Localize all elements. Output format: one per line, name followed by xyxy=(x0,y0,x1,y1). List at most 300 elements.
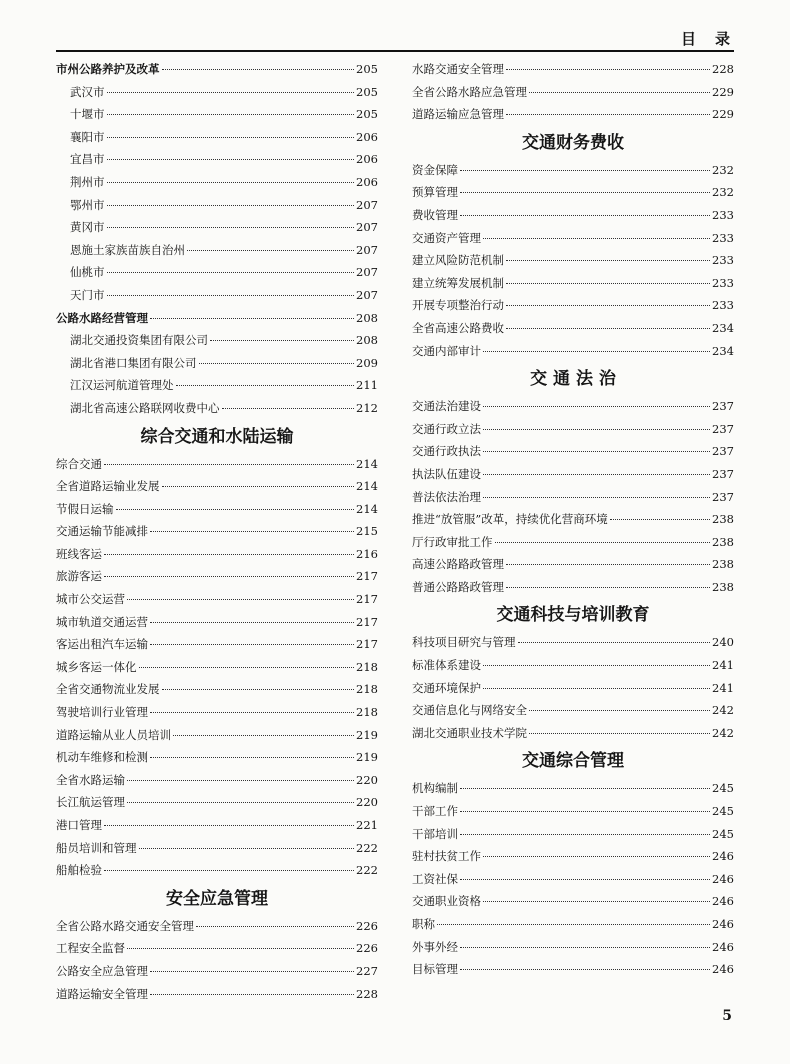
dot-leader xyxy=(529,91,710,93)
toc-entry-page: 220 xyxy=(356,795,378,810)
toc-entry-title: 公路安全应急管理 xyxy=(56,963,148,978)
toc-entry[interactable] xyxy=(56,837,378,860)
toc-entry-title: 船员培训和管理 xyxy=(56,840,137,855)
toc-entry-page: 245 xyxy=(712,826,734,841)
toc-entry[interactable] xyxy=(412,395,734,418)
dot-leader xyxy=(460,878,710,880)
toc-entry[interactable] xyxy=(412,58,734,81)
toc-section xyxy=(412,58,734,126)
toc-entry-page: 214 xyxy=(356,479,378,494)
page-number: 5 xyxy=(722,1008,732,1024)
toc-entry-page: 218 xyxy=(356,659,378,674)
toc-entry-page: 207 xyxy=(356,287,378,302)
toc-entry[interactable] xyxy=(412,204,734,227)
toc-entry-title: 科技项目研究与管理 xyxy=(412,635,516,650)
dot-leader xyxy=(506,304,710,306)
dot-leader xyxy=(162,485,355,487)
dot-leader xyxy=(162,68,355,70)
toc-entry[interactable] xyxy=(56,724,378,747)
dot-leader xyxy=(483,237,710,239)
dot-leader xyxy=(150,993,354,995)
toc-entry[interactable] xyxy=(56,329,378,352)
toc-entry-title: 市州公路养护及改革 xyxy=(56,62,160,76)
dot-leader xyxy=(506,68,710,70)
dot-leader xyxy=(483,450,710,452)
toc-entry-page: 220 xyxy=(356,772,378,787)
toc-section xyxy=(56,58,378,420)
toc-entry[interactable] xyxy=(412,508,734,531)
toc-section xyxy=(56,882,378,1005)
dot-leader xyxy=(460,968,710,970)
toc-entry-title: 黄冈市 xyxy=(70,220,105,235)
toc-entry-page: 233 xyxy=(712,253,734,268)
dot-leader xyxy=(104,463,354,465)
dot-leader xyxy=(173,734,354,736)
toc-entry[interactable] xyxy=(412,631,734,654)
toc-entry[interactable] xyxy=(412,936,734,959)
dot-leader xyxy=(483,496,710,498)
dot-leader xyxy=(104,869,354,871)
toc-entry-title: 恩施土家族苗族自治州 xyxy=(70,242,185,257)
toc-entry-page: 233 xyxy=(712,207,734,222)
toc-entry[interactable] xyxy=(56,352,378,375)
toc-entry[interactable] xyxy=(412,272,734,295)
toc-entry-page: 205 xyxy=(356,84,378,99)
dot-leader xyxy=(483,473,710,475)
toc-entry-page: 232 xyxy=(712,162,734,177)
toc-entry-title: 普法依法治理 xyxy=(412,489,481,504)
toc-entry[interactable] xyxy=(412,317,734,340)
toc-entry-page: 238 xyxy=(712,557,734,572)
toc-entry[interactable] xyxy=(56,791,378,814)
toc-entry[interactable] xyxy=(56,453,378,476)
toc-entry-title: 交通法治建设 xyxy=(412,399,481,414)
toc-entry-title: 宜昌市 xyxy=(70,152,105,167)
dot-leader xyxy=(460,191,710,193)
toc-entry-page: 222 xyxy=(356,863,378,878)
toc-entry-page: 205 xyxy=(356,107,378,122)
toc-entry[interactable] xyxy=(412,81,734,104)
toc-entry-page: 242 xyxy=(712,725,734,740)
dot-leader xyxy=(210,339,354,341)
toc-entry-title: 全省公路水路应急管理 xyxy=(412,84,527,99)
toc-entry-page: 237 xyxy=(712,444,734,459)
dot-leader xyxy=(495,541,711,543)
toc-entry-page: 234 xyxy=(712,343,734,358)
toc-entry[interactable] xyxy=(56,58,378,81)
toc-entry-page: 214 xyxy=(356,456,378,471)
toc-entry-title: 船舶检验 xyxy=(56,863,102,878)
toc-entry[interactable] xyxy=(412,699,734,722)
dot-leader xyxy=(107,136,355,138)
toc-entry[interactable] xyxy=(412,890,734,913)
toc-entry-title: 荆州市 xyxy=(70,174,105,189)
toc-entry[interactable] xyxy=(56,81,378,104)
toc-entry[interactable] xyxy=(56,520,378,543)
toc-entry[interactable] xyxy=(56,148,378,171)
dot-leader xyxy=(610,518,710,520)
dot-leader xyxy=(107,181,355,183)
section-title: 交通财务费收 xyxy=(522,132,624,153)
dot-leader xyxy=(506,586,710,588)
toc-entry-page: 206 xyxy=(356,129,378,144)
toc-left-column xyxy=(56,58,378,1005)
toc-entry[interactable] xyxy=(56,239,378,262)
dot-leader xyxy=(506,113,710,115)
toc-entry-title: 推进“放管服”改革，持续优化营商环境 xyxy=(412,512,608,527)
toc-entry-title: 交通行政立法 xyxy=(412,421,481,436)
toc-entry-page: 228 xyxy=(712,62,734,76)
toc-entry[interactable] xyxy=(56,960,378,983)
toc-entry-title: 湖北交通投资集团有限公司 xyxy=(70,333,208,348)
toc-entry-page: 237 xyxy=(712,421,734,436)
toc-entry-page: 218 xyxy=(356,682,378,697)
toc-entry-title: 港口管理 xyxy=(56,818,102,832)
toc-entry-title: 建立统筹发展机制 xyxy=(412,275,504,290)
toc-entry-title: 全省公路水路交通安全管理 xyxy=(56,918,194,933)
dot-leader xyxy=(506,259,710,261)
section-title: 交通科技与培训教育 xyxy=(496,605,650,626)
section-title: 交 通 法 治 xyxy=(530,369,616,390)
toc-entry-page: 217 xyxy=(356,637,378,652)
toc-entry-title: 交通信息化与网络安全 xyxy=(412,703,527,718)
toc-entry-page: 241 xyxy=(712,658,734,673)
section-title: 交通综合管理 xyxy=(522,751,624,772)
toc-entry-page: 246 xyxy=(712,849,734,864)
toc-entry-page: 228 xyxy=(356,986,378,1001)
toc-entry-page: 209 xyxy=(356,355,378,370)
toc-entry-title: 全省交通物流业发展 xyxy=(56,682,160,697)
toc-entry-title: 外事外经 xyxy=(412,939,458,954)
toc-entry[interactable] xyxy=(412,159,734,182)
dot-leader xyxy=(187,249,354,251)
dot-leader xyxy=(460,810,710,812)
toc-entry[interactable] xyxy=(412,249,734,272)
toc-entry[interactable] xyxy=(56,983,378,1006)
toc-entry[interactable] xyxy=(56,171,378,194)
toc-entry-page: 207 xyxy=(356,265,378,280)
toc-entry-title: 天门市 xyxy=(70,287,105,302)
dot-leader xyxy=(506,282,710,284)
toc-entry-title: 资金保障 xyxy=(412,162,458,177)
toc-entry-title: 高速公路路政管理 xyxy=(412,557,504,572)
toc-entry-title: 湖北交通职业技术学院 xyxy=(412,725,527,740)
toc-entry-page: 211 xyxy=(356,378,378,393)
dot-leader xyxy=(107,91,355,93)
toc-entry-title: 普通公路路政管理 xyxy=(412,579,504,594)
dot-leader xyxy=(529,709,710,711)
toc-entry-page: 226 xyxy=(356,941,378,956)
toc-entry[interactable] xyxy=(412,576,734,599)
toc-entry-title: 干部工作 xyxy=(412,804,458,819)
toc-entry[interactable] xyxy=(56,937,378,960)
toc-section xyxy=(56,420,378,882)
dot-leader xyxy=(460,946,710,948)
toc-entry[interactable] xyxy=(56,611,378,634)
dot-leader xyxy=(150,621,354,623)
toc-entry-title: 工资社保 xyxy=(412,871,458,886)
toc-entry-title: 道路运输从业人员培训 xyxy=(56,727,171,742)
toc-entry-page: 207 xyxy=(356,242,378,257)
dot-leader xyxy=(483,350,710,352)
toc-entry-title: 交通职业资格 xyxy=(412,894,481,909)
toc-entry-title: 长江航运管理 xyxy=(56,795,125,810)
toc-entry-page: 237 xyxy=(712,399,734,414)
toc-section xyxy=(412,598,734,744)
toc-entry-page: 226 xyxy=(356,918,378,933)
dot-leader xyxy=(107,271,355,273)
dot-leader xyxy=(107,294,355,296)
dot-leader xyxy=(460,787,710,789)
toc-entry[interactable] xyxy=(56,588,378,611)
toc-entry-page: 232 xyxy=(712,185,734,200)
toc-entry[interactable] xyxy=(412,103,734,126)
toc-entry-page: 215 xyxy=(356,524,378,539)
dot-leader xyxy=(104,824,354,826)
toc-entry[interactable] xyxy=(412,722,734,745)
toc-entry-page: 218 xyxy=(356,705,378,720)
toc-entry-title: 职称 xyxy=(412,917,435,931)
toc-entry-title: 厅行政审批工作 xyxy=(412,534,493,549)
dot-leader xyxy=(460,214,710,216)
toc-entry[interactable] xyxy=(56,633,378,656)
toc-entry-title: 武汉市 xyxy=(70,84,105,99)
toc-entry-title: 交通内部审计 xyxy=(412,343,481,358)
dot-leader xyxy=(107,204,355,206)
dot-leader xyxy=(162,688,355,690)
toc-entry-title: 机构编制 xyxy=(412,781,458,796)
dot-leader xyxy=(506,563,710,565)
toc-entry[interactable] xyxy=(412,800,734,823)
toc-entry[interactable] xyxy=(56,397,378,420)
toc-entry-title: 交通环境保护 xyxy=(412,680,481,695)
toc-entry[interactable] xyxy=(56,194,378,217)
toc-entry-page: 219 xyxy=(356,727,378,742)
dot-leader xyxy=(222,407,355,409)
toc-entry-title: 襄阳市 xyxy=(70,129,105,144)
toc-entry[interactable] xyxy=(412,340,734,363)
toc-entry[interactable] xyxy=(56,284,378,307)
dot-leader xyxy=(199,362,355,364)
toc-entry-page: 237 xyxy=(712,489,734,504)
toc-entry-title: 班线客运 xyxy=(56,546,102,561)
dot-leader xyxy=(176,384,355,386)
dot-leader xyxy=(518,641,711,643)
dot-leader xyxy=(139,666,355,668)
dot-leader xyxy=(150,711,354,713)
toc-entry[interactable] xyxy=(56,565,378,588)
toc-entry-title: 工程安全监督 xyxy=(56,941,125,956)
toc-entry-title: 水路交通安全管理 xyxy=(412,62,504,76)
toc-entry-title: 旅游客运 xyxy=(56,569,102,584)
toc-entry[interactable] xyxy=(56,126,378,149)
dot-leader xyxy=(150,643,354,645)
toc-entry-page: 217 xyxy=(356,614,378,629)
header-rule xyxy=(56,50,734,52)
toc-entry-title: 交通行政执法 xyxy=(412,444,481,459)
toc-entry-page: 229 xyxy=(712,84,734,99)
dot-leader xyxy=(483,855,710,857)
toc-entry-page: 246 xyxy=(712,871,734,886)
toc-entry[interactable] xyxy=(56,678,378,701)
toc-entry[interactable] xyxy=(56,859,378,882)
toc-entry[interactable] xyxy=(412,531,734,554)
toc-entry-title: 仙桃市 xyxy=(70,265,105,280)
toc-entry-title: 节假日运输 xyxy=(56,501,114,516)
toc-entry-page: 242 xyxy=(712,703,734,718)
toc-entry[interactable] xyxy=(56,498,378,521)
dot-leader xyxy=(529,732,710,734)
toc-entry[interactable] xyxy=(412,777,734,800)
toc-entry[interactable] xyxy=(412,553,734,576)
toc-entry[interactable] xyxy=(412,654,734,677)
dot-leader xyxy=(127,779,354,781)
dot-leader xyxy=(107,226,355,228)
toc-entry[interactable] xyxy=(412,677,734,700)
dot-leader xyxy=(127,598,354,600)
toc-entry[interactable] xyxy=(56,701,378,724)
toc-section xyxy=(412,744,734,980)
toc-entry[interactable] xyxy=(56,261,378,284)
toc-entry[interactable] xyxy=(412,418,734,441)
dot-leader xyxy=(483,428,710,430)
toc-entry-page: 214 xyxy=(356,501,378,516)
toc-entry-page: 238 xyxy=(712,512,734,527)
toc-entry[interactable] xyxy=(412,823,734,846)
dot-leader xyxy=(150,970,354,972)
dot-leader xyxy=(104,575,354,577)
toc-entry-page: 245 xyxy=(712,781,734,796)
toc-entry[interactable] xyxy=(56,769,378,792)
toc-entry-page: 206 xyxy=(356,174,378,189)
toc-entry[interactable] xyxy=(412,958,734,981)
toc-entry-title: 交通运输节能减排 xyxy=(56,524,148,539)
toc-entry-title: 建立风险防范机制 xyxy=(412,253,504,268)
dot-leader xyxy=(196,925,354,927)
toc-entry-title: 江汉运河航道管理处 xyxy=(70,378,174,393)
toc-entry-page: 208 xyxy=(356,333,378,348)
dot-leader xyxy=(483,664,710,666)
toc-entry-page: 246 xyxy=(712,939,734,954)
toc-entry-title: 全省水路运输 xyxy=(56,772,125,787)
toc-entry-title: 湖北省高速公路联网收费中心 xyxy=(70,400,220,415)
dot-leader xyxy=(483,900,710,902)
toc-entry[interactable] xyxy=(56,374,378,397)
toc-entry-page: 238 xyxy=(712,579,734,594)
toc-entry-page: 245 xyxy=(712,804,734,819)
dot-leader xyxy=(127,801,354,803)
toc-entry-page: 216 xyxy=(356,546,378,561)
toc-section xyxy=(412,362,734,598)
toc-entry[interactable] xyxy=(412,868,734,891)
dot-leader xyxy=(483,405,710,407)
dot-leader xyxy=(116,508,355,510)
toc-entry[interactable] xyxy=(56,915,378,938)
dot-leader xyxy=(506,327,710,329)
toc-entry-page: 238 xyxy=(712,534,734,549)
toc-entry[interactable] xyxy=(412,486,734,509)
toc-entry-title: 城市轨道交通运营 xyxy=(56,614,148,629)
toc-entry[interactable] xyxy=(412,294,734,317)
toc-entry[interactable] xyxy=(56,656,378,679)
toc-entry-title: 综合交通 xyxy=(56,456,102,471)
dot-leader xyxy=(460,833,710,835)
toc-entry-page: 221 xyxy=(356,818,378,832)
toc-entry-title: 公路水路经营管理 xyxy=(56,310,148,325)
dot-leader xyxy=(150,317,354,319)
toc-entry[interactable] xyxy=(56,216,378,239)
toc-entry[interactable] xyxy=(412,181,734,204)
toc-entry[interactable] xyxy=(412,913,734,936)
toc-entry-title: 驾驶培训行业管理 xyxy=(56,705,148,720)
toc-entry[interactable] xyxy=(412,440,734,463)
toc-entry-page: 207 xyxy=(356,197,378,212)
toc-entry-title: 开展专项整治行动 xyxy=(412,298,504,313)
dot-leader xyxy=(460,169,710,171)
toc-entry-title: 城市公交运营 xyxy=(56,592,125,607)
toc-entry-title: 执法队伍建设 xyxy=(412,466,481,481)
toc-entry-page: 212 xyxy=(356,400,378,415)
dot-leader xyxy=(150,756,354,758)
toc-entry-title: 城乡客运一体化 xyxy=(56,659,137,674)
toc-entry-page: 217 xyxy=(356,569,378,584)
toc-entry-page: 237 xyxy=(712,466,734,481)
toc-entry-page: 219 xyxy=(356,750,378,765)
dot-leader xyxy=(107,113,355,115)
toc-entry-title: 全省道路运输业发展 xyxy=(56,479,160,494)
toc-entry-page: 233 xyxy=(712,298,734,313)
toc-entry-page: 207 xyxy=(356,220,378,235)
toc-entry-page: 227 xyxy=(356,963,378,978)
toc-entry-page: 240 xyxy=(712,635,734,650)
toc-entry-title: 道路运输安全管理 xyxy=(56,986,148,1001)
toc-section xyxy=(412,126,734,362)
dot-leader xyxy=(107,158,355,160)
toc-entry[interactable] xyxy=(412,227,734,250)
toc-entry-page: 246 xyxy=(712,917,734,931)
toc-entry-title: 预算管理 xyxy=(412,185,458,200)
toc-entry-title: 费收管理 xyxy=(412,207,458,222)
toc-entry-title: 标准体系建设 xyxy=(412,658,481,673)
dot-leader xyxy=(437,923,710,925)
toc-entry[interactable] xyxy=(412,845,734,868)
toc-entry-title: 全省高速公路费收 xyxy=(412,320,504,335)
toc-entry-page: 205 xyxy=(356,62,378,76)
toc-entry[interactable] xyxy=(56,307,378,330)
toc-header-title: 目 录 xyxy=(680,30,732,48)
toc-entry-page: 233 xyxy=(712,230,734,245)
toc-entry[interactable] xyxy=(56,746,378,769)
dot-leader xyxy=(150,530,354,532)
toc-entry-page: 208 xyxy=(356,310,378,325)
toc-entry-title: 道路运输应急管理 xyxy=(412,107,504,122)
dot-leader xyxy=(104,553,354,555)
toc-entry[interactable] xyxy=(412,463,734,486)
toc-entry[interactable] xyxy=(56,103,378,126)
toc-entry-page: 246 xyxy=(712,894,734,909)
toc-entry[interactable] xyxy=(56,814,378,837)
toc-entry-title: 十堰市 xyxy=(70,107,105,122)
toc-entry-page: 234 xyxy=(712,320,734,335)
toc-entry[interactable] xyxy=(56,475,378,498)
section-title: 安全应急管理 xyxy=(166,888,268,909)
toc-entry-page: 229 xyxy=(712,107,734,122)
toc-entry-title: 湖北省港口集团有限公司 xyxy=(70,355,197,370)
toc-entry-title: 干部培训 xyxy=(412,826,458,841)
toc-right-column xyxy=(412,58,734,981)
toc-entry[interactable] xyxy=(56,543,378,566)
section-title: 综合交通和水陆运输 xyxy=(140,426,294,447)
